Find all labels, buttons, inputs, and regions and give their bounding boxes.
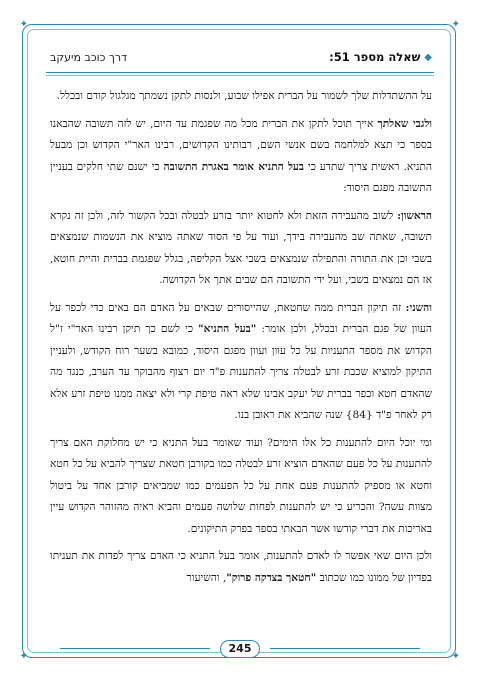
text-run: לשוב מהעבירה הזאת ולא לחטוא יותר בזרע לבטלה ובכל הקשור לזה, ולכן זה נקרא תשובה, שאתה שב מהעבירה בידך, ועוד על פי הסוד שאתה מוציא את הנשמות שנמצאים בשבי וכן את התורה והתפילה שנמצאים בשבי אצל הקליפה, בגלל שפגמת בברית והיית חוטא, אז הם נמצאים בשבי, ועל ידי התשובה הם שבים אתך אל הקדושה. [50, 209, 432, 286]
header-section [329, 50, 432, 64]
text-run: , והשיעור [186, 571, 227, 584]
book-title: דרך כוכב מיעקב [50, 50, 128, 64]
body-text [50, 86, 432, 595]
text-run: ולכן היום שאי אפשר לו לאדם להתענות, אומר בעל התניא כי האדם צריך לפדות את תעניתו בפדיון של ממונו כמו שכתוב [50, 550, 432, 584]
bold-phrase: ולגבי שאלתך [377, 117, 432, 130]
paragraph [50, 114, 432, 200]
corner-ornament-icon: ✦ [19, 19, 28, 30]
bold-phrase: הראשון: [397, 209, 432, 222]
paragraph [50, 433, 432, 541]
bold-phrase: "בעל התניא" [198, 323, 257, 335]
header-rule-thin [46, 75, 434, 76]
text-run: כי ישנם שתי חלקים בעניין התשובה מפגם היסוד: [50, 160, 432, 194]
bullet-icon: ◆ [424, 51, 432, 63]
bold-phrase: והשני: [405, 301, 432, 314]
text-run: ומי יוכל היום להתענות כל אלו הימים? ועוד שאומר בעל התניא כי יש מחלוקת האם צריך להתענות על כל פעם שהאדם הוציא זרע לבטלה כמו בקורבן חטאת שצריך להביא על כל חטא וחטא או מספיק להתענות פעם אחת על כל הפעמים כמו שמביאים קורבן אחד על ביטול מצוות עשה? והכריע כי יש להתענות לפחות שלושה פעמים והביא ראיה מהזוהר הקדוש עיין באריכות את דברי קודשו אשר הבאתי בספר בפרק התיקונים. [50, 436, 432, 535]
bold-phrase: בעל התניא אומר באגרת התשובה [163, 160, 305, 173]
text-run: כי לשם כך תיקן רבינו האר"י ז"ל הקדוש את מספר התעניות על כל עוון ועוון מפגם היסוד, כמובא בשער רוח הקודש, ולעניין התיקון למוציא שכבת זרע לבטלה צריך להתענות פ"ד יום רצוף מהבוקר עד הערב, כנגד מה שהאדם חטא וכפר בברית של יעקב אבינו שלא ראה טיפת קרי ולא יצאה ממנו טיפת זרע אלא רק לאחר פ"ד {84} שנה שהביא את ראובן בנו. [50, 323, 432, 421]
paragraph [50, 298, 432, 427]
corner-ornament-icon: ✦ [451, 651, 460, 662]
section-label: שאלה מספר 51: [329, 50, 421, 64]
text-run: על ההשתדלות שלך לשמור על הברית אפילו שבוע, ולנסות לתקן נשמתך מגלגול קודם ובכלל. [56, 90, 432, 102]
footer-rule-right [270, 648, 420, 649]
running-header [50, 44, 432, 70]
bold-phrase: "חטאך בצדקה פרוק" [226, 571, 317, 584]
corner-ornament-icon: ✦ [451, 19, 460, 30]
paragraph [50, 546, 432, 589]
corner-ornament-icon: ✦ [19, 651, 28, 662]
text-run: אייך תוכל לתקן את הברית מכל מה שפגמת עד היום, יש לזה תשובה שהבאנו בספר כי תצא למלחמה בשם אנשי השם, רבותינו הקדושים, רבינו האר"י הקדוש וכן מבעל התניא. ראשית צריך שתדע כי [50, 117, 432, 173]
header-rule [46, 72, 434, 73]
text-run: זה תיקון הברית ממה שחטאת, שהייסורים שבאים על האדם הם באים כדי לכפר על העוון של פגם הברית ובכלל, ולכן אומר: [50, 301, 432, 335]
paragraph [50, 206, 432, 292]
footer-rule-left [60, 648, 210, 649]
page-number: 245 [220, 640, 261, 658]
page-footer [0, 638, 480, 660]
paragraph [50, 86, 432, 108]
